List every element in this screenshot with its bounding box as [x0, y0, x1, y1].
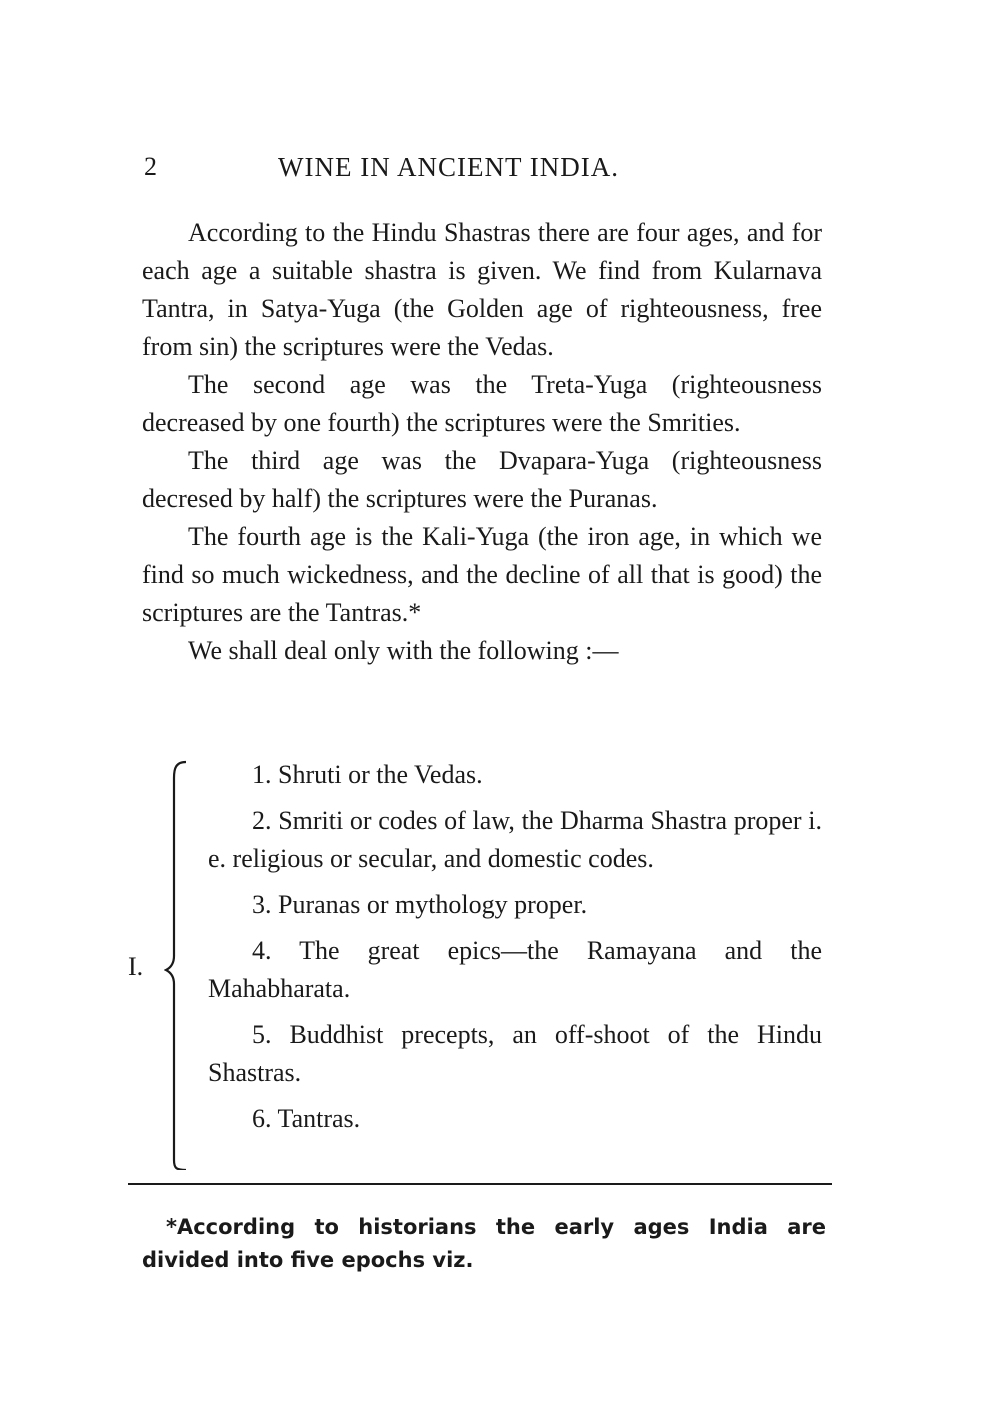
list-item: 4. The great epics—the Ramayana and the Mahabharata.: [208, 936, 822, 1003]
footnote: *According to historians the early ages India are divided into five epochs viz.: [142, 1215, 826, 1272]
scripture-list: [208, 756, 822, 1146]
list-item: 3. Puranas or mythology proper.: [252, 890, 588, 919]
paragraph-list-intro: We shall deal only with the following :—: [188, 636, 619, 665]
scripture-list-block: [128, 756, 832, 1176]
running-title: WINE IN ANCIENT INDIA.: [278, 152, 619, 182]
page-header: [142, 148, 832, 188]
body-text: [142, 214, 822, 670]
paragraph-dvapara-yuga: The third age was the Dvapara-Yuga (righteousness decresed by half) the scriptures were the Puranas.: [142, 446, 822, 513]
list-item: 2. Smriti or codes of law, the Dharma Shastra proper i. e. religious or secular, and domestic codes.: [208, 806, 822, 873]
paragraph-ages-intro: According to the Hindu Shastras there are four ages, and for each age a suitable shastra is given. We find from Kularnava Tantra, in Satya-Yuga (the Golden age of righteousness, free from sin) the scriptures were the Vedas.: [142, 218, 822, 361]
curly-brace-icon: [164, 760, 194, 1170]
footnote-divider: [128, 1183, 832, 1185]
page-number: 2: [144, 152, 158, 181]
list-item: 1. Shruti or the Vedas.: [252, 760, 483, 789]
list-item: 6. Tantras.: [252, 1104, 361, 1133]
paragraph-treta-yuga: The second age was the Treta-Yuga (righteousness decreased by one fourth) the scriptures were the Smrities.: [142, 370, 822, 437]
group-label: I.: [128, 952, 144, 981]
paragraph-kali-yuga: The fourth age is the Kali-Yuga (the iron age, in which we find so much wickedness, and the decline of all that is good) the scriptures are the Tantras.*: [142, 522, 822, 627]
list-item: 5. Buddhist precepts, an off-shoot of the Hindu Shastras.: [208, 1020, 822, 1087]
